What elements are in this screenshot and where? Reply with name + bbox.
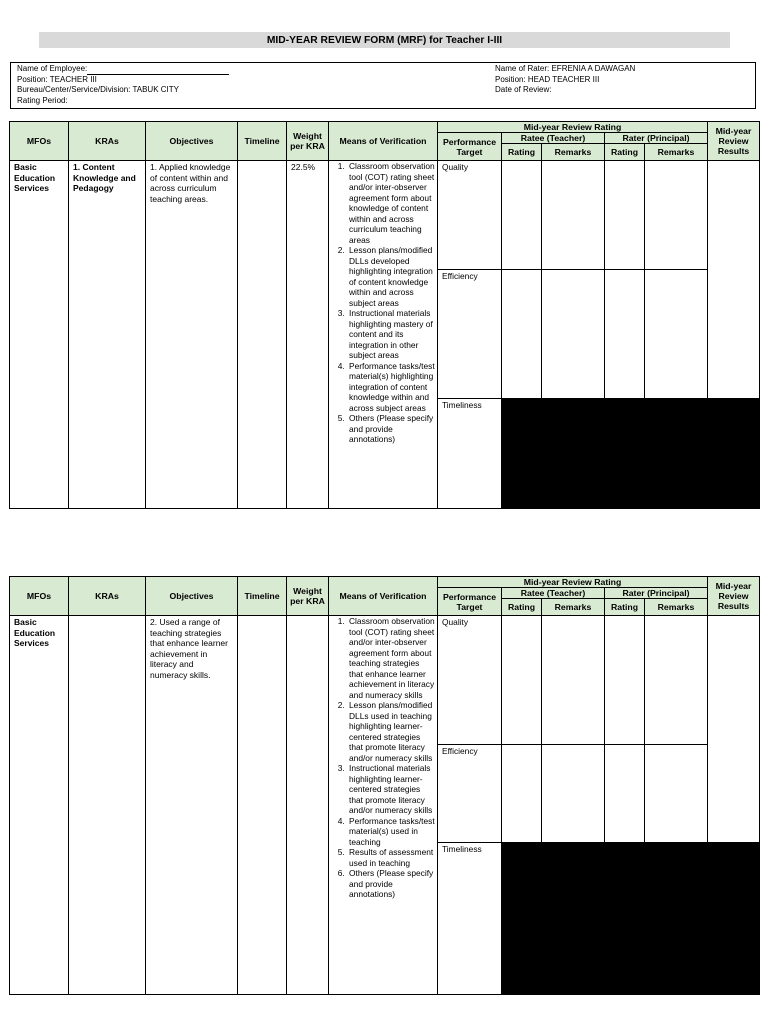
header-performance-target: Performance Target	[438, 588, 502, 616]
header-mov: Means of Verification	[329, 122, 438, 161]
rater-remarks-quality[interactable]	[645, 161, 708, 270]
header-ratee-remarks: Remarks	[542, 144, 605, 161]
mov-item: 5. Results of assessment used in teaching	[347, 847, 435, 868]
mov-item: 2. Lesson plans/modified DLLs used in teaching highlighting learner-centered strategies that promote literacy and/or numeracy skills	[347, 700, 435, 763]
rater-remarks-efficiency[interactable]	[645, 745, 708, 843]
ratee-remarks-quality[interactable]	[542, 161, 605, 270]
header-results: Mid-year Review Results	[708, 122, 760, 161]
form-title: MID-YEAR REVIEW FORM (MRF) for Teacher I-III	[39, 32, 730, 48]
rater-position: Position: HEAD TEACHER III	[495, 74, 600, 84]
ratee-remarks-efficiency[interactable]	[542, 745, 605, 843]
kra-text: 1. Content Knowledge and Pedagogy	[73, 162, 136, 193]
mfo-text: Basic Education Services	[14, 162, 56, 193]
objective-text: 2. Used a range of teaching strategies that enhance learner achievement in literacy and numeracy skills.	[150, 617, 228, 680]
weight-text	[287, 616, 328, 618]
weight-cell	[287, 161, 329, 509]
header-weight: Weight per KRA	[287, 122, 329, 161]
ratee-rating-efficiency[interactable]	[502, 745, 542, 843]
header-ratee: Ratee (Teacher)	[502, 133, 605, 144]
results-cell[interactable]	[708, 616, 760, 843]
kra-cell	[69, 161, 146, 509]
employee-name-label: Name of Employee:	[17, 64, 88, 73]
employee-position: Position: TEACHER III	[17, 74, 97, 84]
rater-rating-efficiency[interactable]	[605, 270, 645, 399]
target-timeliness	[438, 399, 502, 509]
rater-rating-quality[interactable]	[605, 161, 645, 270]
employee-bureau: Bureau/Center/Service/Division: TABUK CITY	[17, 85, 179, 95]
weight-text: 22.5%	[291, 162, 316, 172]
target-quality-label: Quality	[442, 617, 469, 627]
target-timeliness	[438, 843, 502, 995]
header-midyear-rating: Mid-year Review Rating	[438, 577, 708, 588]
header-ratee: Ratee (Teacher)	[502, 588, 605, 599]
ratee-remarks-quality[interactable]	[542, 616, 605, 745]
rater-rating-quality[interactable]	[605, 616, 645, 745]
header-rater: Rater (Principal)	[605, 588, 708, 599]
header-ratee-rating: Rating	[502, 144, 542, 161]
header-kras: KRAs	[69, 577, 146, 616]
rating-period: Rating Period:	[17, 95, 68, 105]
mfo-cell	[10, 616, 69, 995]
target-quality	[438, 616, 502, 745]
header-rater-rating: Rating	[605, 599, 645, 616]
ratee-rating-quality[interactable]	[502, 616, 542, 745]
header-objectives: Objectives	[146, 577, 238, 616]
target-efficiency-label: Efficiency	[442, 746, 478, 756]
kra-cell	[69, 616, 146, 995]
header-timeline: Timeline	[238, 577, 287, 616]
mov-cell	[329, 161, 438, 509]
target-efficiency-label: Efficiency	[442, 271, 478, 281]
header-objectives: Objectives	[146, 122, 238, 161]
header-mov: Means of Verification	[329, 577, 438, 616]
employee-info-left	[17, 64, 229, 106]
header-mfos: MFOs	[10, 122, 69, 161]
header-weight: Weight per KRA	[287, 577, 329, 616]
header-rater-remarks: Remarks	[645, 599, 708, 616]
results-cell[interactable]	[708, 161, 760, 399]
mfo-cell	[10, 161, 69, 509]
mov-item: 4. Performance tasks/test material(s) highlighting integration of content knowledge within and across subject areas	[347, 361, 435, 414]
header-ratee-rating: Rating	[502, 599, 542, 616]
target-quality-label: Quality	[442, 162, 469, 172]
mfo-text: Basic Education Services	[14, 617, 56, 648]
mov-item: 4. Performance tasks/test material(s) used in teaching	[347, 816, 435, 848]
target-efficiency	[438, 270, 502, 399]
kra-text	[69, 616, 145, 618]
review-table-1	[9, 121, 760, 509]
target-timeliness-label: Timeliness	[442, 400, 482, 410]
mov-list	[329, 616, 437, 900]
header-kras: KRAs	[69, 122, 146, 161]
header-timeline: Timeline	[238, 122, 287, 161]
ratee-rating-quality[interactable]	[502, 161, 542, 270]
mov-item: 1. Classroom observation tool (COT) rating sheet and/or inter-observer agreement form about knowledge of content within and across curriculum teaching areas	[347, 161, 435, 245]
ratee-remarks-efficiency[interactable]	[542, 270, 605, 399]
target-efficiency	[438, 745, 502, 843]
blacked-out-area	[502, 399, 760, 509]
header-ratee-remarks: Remarks	[542, 599, 605, 616]
mov-item: 6. Others (Please specify and provide annotations)	[347, 868, 435, 900]
rater-name: Name of Rater: EFRENIA A DAWAGAN	[495, 64, 636, 73]
ratee-rating-efficiency[interactable]	[502, 270, 542, 399]
objective-cell	[146, 616, 238, 995]
weight-cell	[287, 616, 329, 995]
mov-item: 2. Lesson plans/modified DLLs developed highlighting integration of content knowledge within and across subject areas	[347, 245, 435, 308]
mov-list	[329, 161, 437, 445]
header-rater: Rater (Principal)	[605, 133, 708, 144]
rater-remarks-efficiency[interactable]	[645, 270, 708, 399]
mov-item: 1. Classroom observation tool (COT) rating sheet and/or inter-observer agreement form about teaching strategies that enhance learner achievement in literacy and numeracy skills	[347, 616, 435, 700]
header-performance-target: Performance Target	[438, 133, 502, 161]
review-table-2	[9, 576, 760, 995]
objective-text: 1. Applied knowledge of content within and across curriculum teaching areas.	[150, 162, 231, 204]
objective-cell	[146, 161, 238, 509]
timeline-cell	[238, 616, 287, 995]
mov-item: 3. Instructional materials highlighting mastery of content and its integration in other subject areas	[347, 308, 435, 361]
target-timeliness-label: Timeliness	[442, 844, 482, 854]
rater-rating-efficiency[interactable]	[605, 745, 645, 843]
employee-info-box	[10, 62, 756, 109]
header-rater-remarks: Remarks	[645, 144, 708, 161]
mov-item: 3. Instructional materials highlighting learner-centered strategies that promote literacy and/or numeracy skills	[347, 763, 435, 816]
rater-remarks-quality[interactable]	[645, 616, 708, 745]
review-date: Date of Review:	[495, 85, 552, 95]
timeline-cell	[238, 161, 287, 509]
mov-item: 5. Others (Please specify and provide annotations)	[347, 413, 435, 445]
header-mfos: MFOs	[10, 577, 69, 616]
blacked-out-area	[502, 843, 760, 995]
mov-cell	[329, 616, 438, 995]
header-results: Mid-year Review Results	[708, 577, 760, 616]
employee-name-line	[87, 66, 229, 75]
header-rater-rating: Rating	[605, 144, 645, 161]
header-midyear-rating: Mid-year Review Rating	[438, 122, 708, 133]
target-quality	[438, 161, 502, 270]
rater-info-right	[495, 64, 635, 96]
